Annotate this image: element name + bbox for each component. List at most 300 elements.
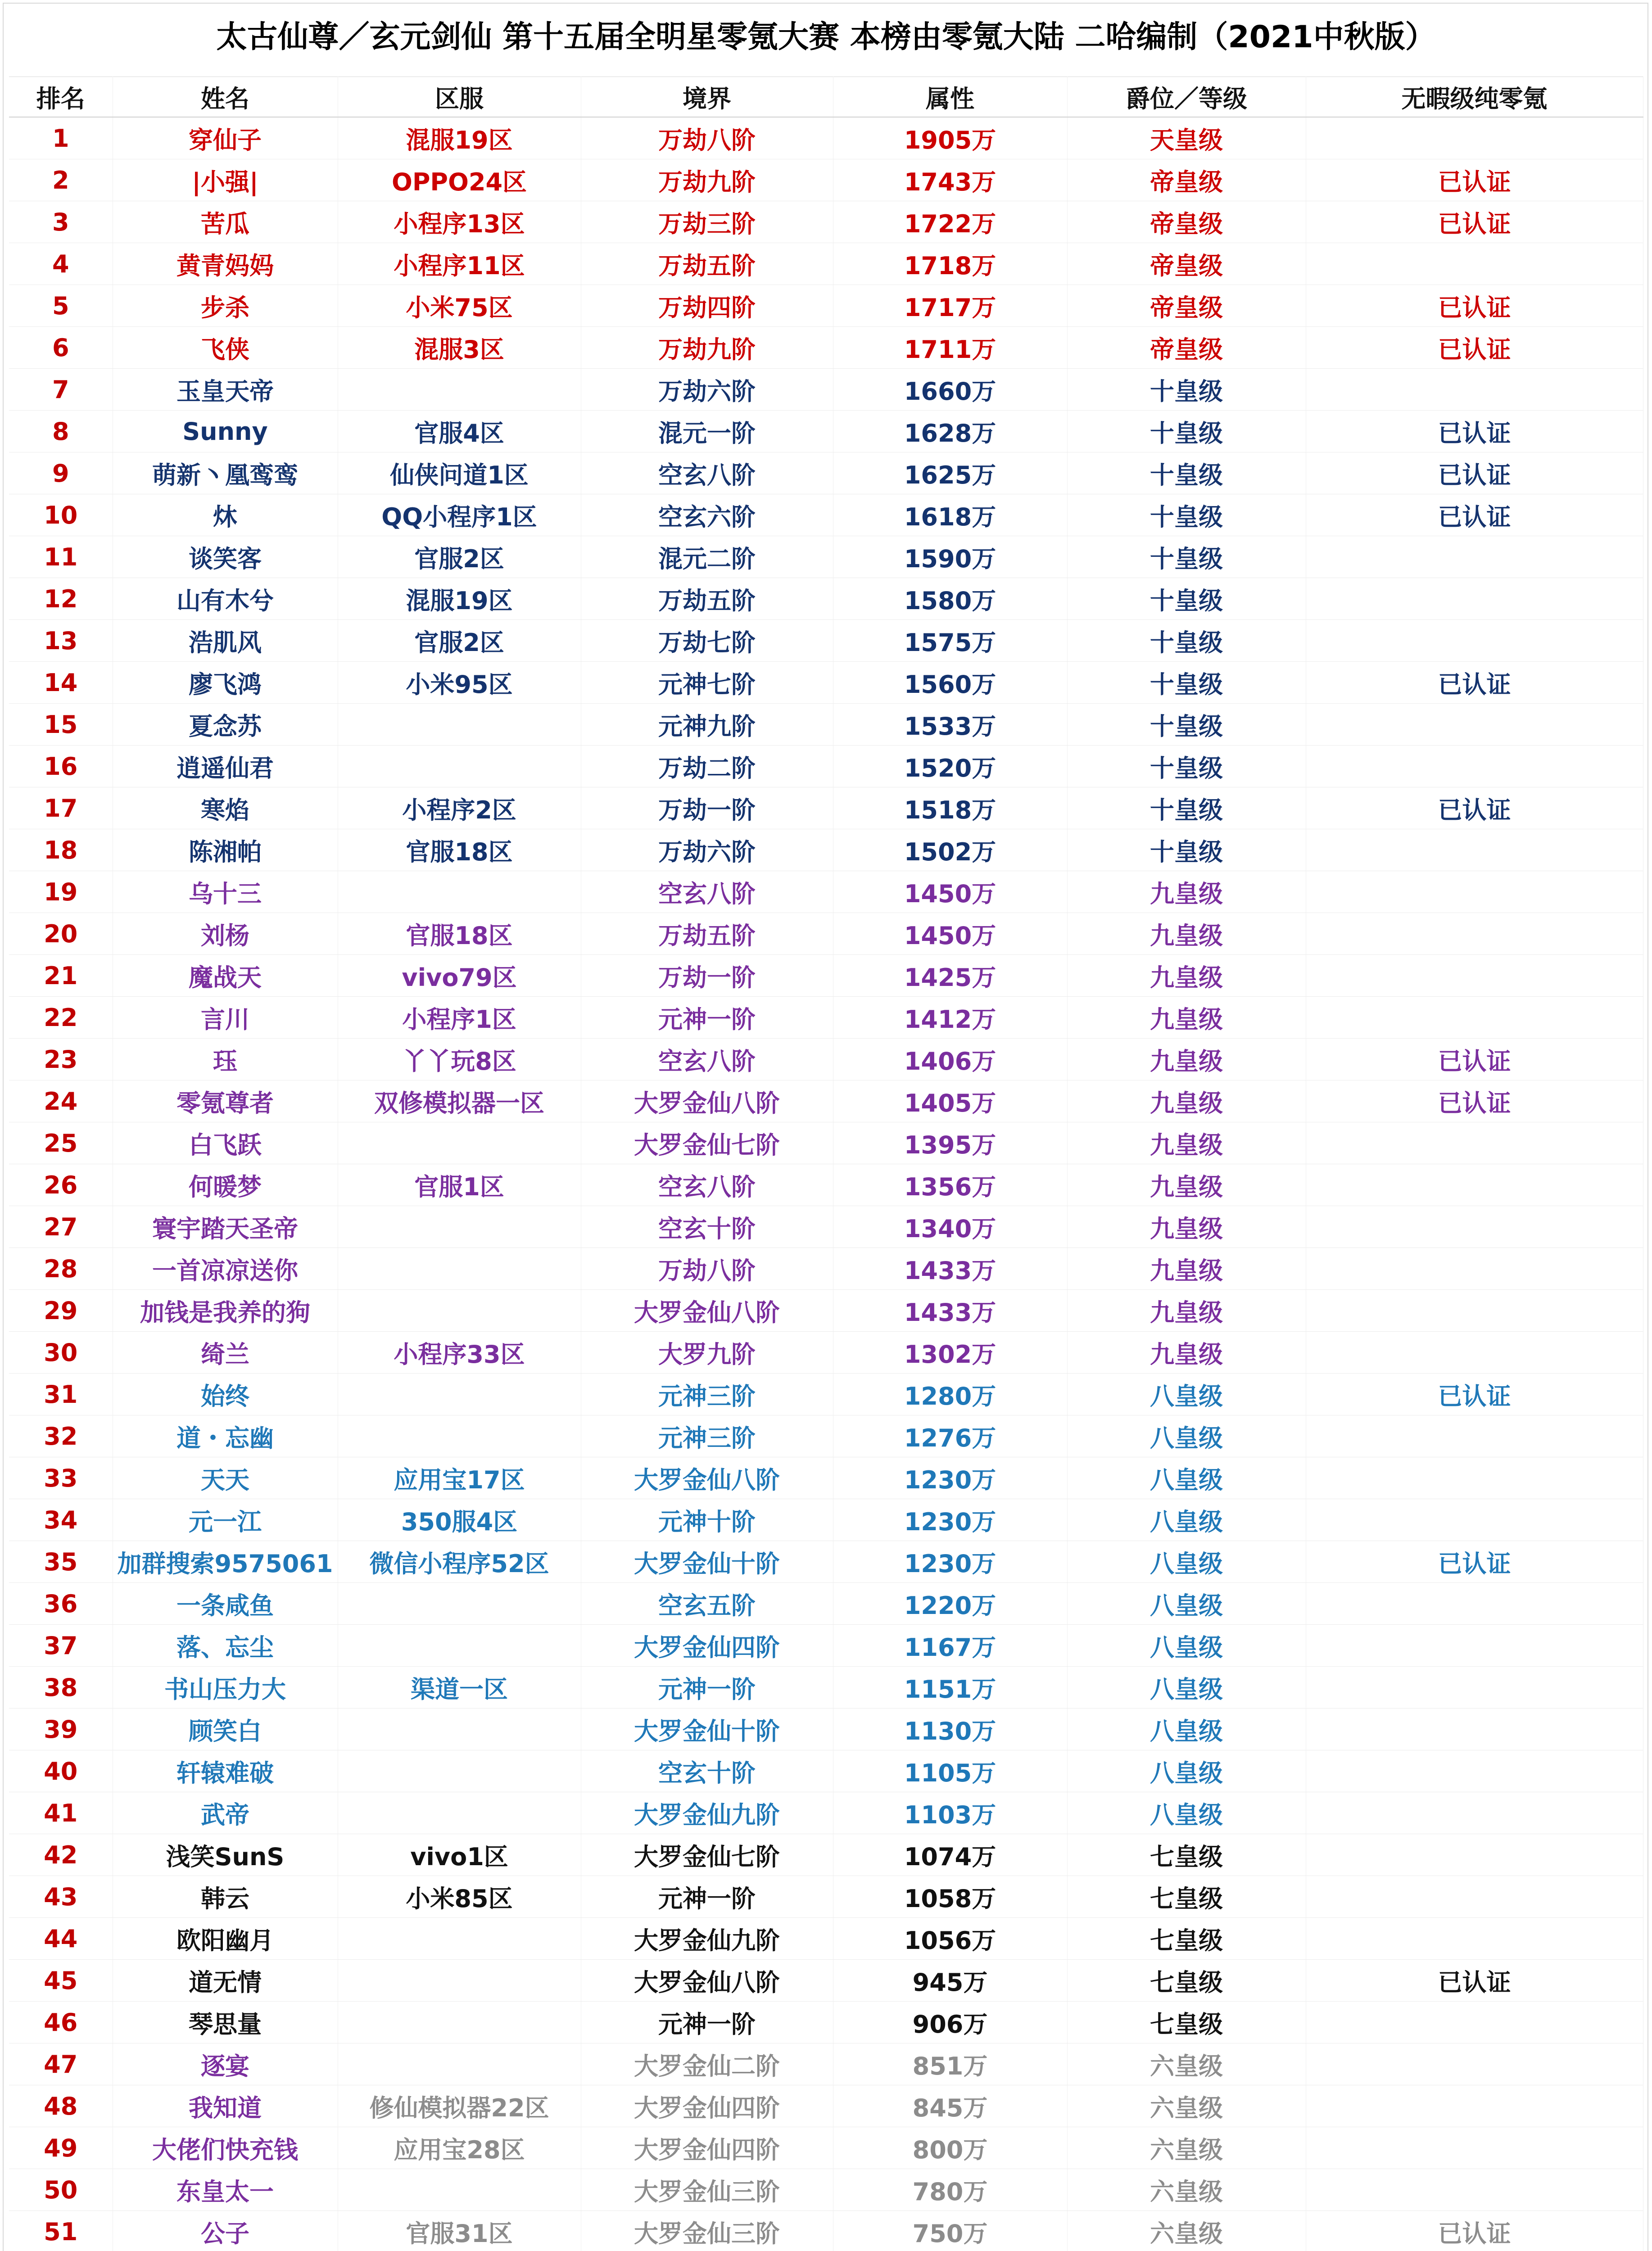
name-cell: 武帝 <box>113 1792 338 1834</box>
server-cell <box>338 1290 581 1332</box>
server-cell <box>338 1374 581 1415</box>
name-cell: |小强| <box>113 159 338 201</box>
certified-cell <box>1306 1164 1643 1206</box>
name-cell: 书山压力大 <box>113 1667 338 1709</box>
rank-cell: 30 <box>9 1332 113 1374</box>
table-row <box>9 411 1643 452</box>
tier-cell: 十皇级 <box>1067 787 1306 829</box>
certified-cell: 已认证 <box>1306 1080 1643 1122</box>
certified-cell: 已认证 <box>1306 285 1643 327</box>
certified-cell <box>1306 2002 1643 2043</box>
server-cell: 修仙模拟器22区 <box>338 2085 581 2127</box>
name-cell: 魔战天 <box>113 955 338 997</box>
server-cell: 小程序11区 <box>338 243 581 285</box>
certified-cell <box>1306 1290 1643 1332</box>
table-row <box>9 1248 1643 1290</box>
attribute-cell: 1590万 <box>833 536 1067 578</box>
rank-cell: 24 <box>9 1080 113 1122</box>
tier-cell: 六皇级 <box>1067 2211 1306 2251</box>
table-row <box>9 1415 1643 1457</box>
table-row <box>9 1583 1643 1625</box>
realm-cell: 大罗金仙四阶 <box>581 2127 833 2169</box>
tier-cell: 八皇级 <box>1067 1374 1306 1415</box>
certified-cell <box>1306 1583 1643 1625</box>
name-cell: 穿仙子 <box>113 117 338 159</box>
rank-cell: 51 <box>9 2211 113 2251</box>
attribute-cell: 1074万 <box>833 1834 1067 1876</box>
server-cell: 官服2区 <box>338 620 581 662</box>
attribute-cell: 1628万 <box>833 411 1067 452</box>
realm-cell: 大罗金仙八阶 <box>581 1457 833 1499</box>
name-cell: 东皇太一 <box>113 2169 338 2211</box>
server-cell: 官服31区 <box>338 2211 581 2251</box>
realm-cell: 万劫六阶 <box>581 829 833 871</box>
table-row <box>9 452 1643 494</box>
tier-cell: 八皇级 <box>1067 1792 1306 1834</box>
tier-cell: 十皇级 <box>1067 494 1306 536</box>
rank-cell: 3 <box>9 201 113 243</box>
server-cell <box>338 1709 581 1750</box>
certified-cell: 已认证 <box>1306 1960 1643 2002</box>
table-row <box>9 1499 1643 1541</box>
server-cell: 小程序1区 <box>338 997 581 1039</box>
attribute-cell: 1518万 <box>833 787 1067 829</box>
realm-cell: 元神三阶 <box>581 1374 833 1415</box>
attribute-cell: 1395万 <box>833 1122 1067 1164</box>
realm-cell: 元神一阶 <box>581 2002 833 2043</box>
tier-cell: 十皇级 <box>1067 369 1306 411</box>
table-header-row <box>9 77 1643 118</box>
certified-cell <box>1306 2127 1643 2169</box>
table-row <box>9 117 1643 159</box>
name-cell: 顾笑白 <box>113 1709 338 1750</box>
rank-cell: 47 <box>9 2043 113 2085</box>
tier-cell: 六皇级 <box>1067 2043 1306 2085</box>
rank-cell: 10 <box>9 494 113 536</box>
rank-cell: 38 <box>9 1667 113 1709</box>
server-cell: 混服19区 <box>338 117 581 159</box>
name-cell: 零氪尊者 <box>113 1080 338 1122</box>
attribute-cell: 1425万 <box>833 955 1067 997</box>
certified-cell <box>1306 955 1643 997</box>
rank-cell: 44 <box>9 1918 113 1960</box>
server-cell <box>338 1248 581 1290</box>
tier-cell: 十皇级 <box>1067 746 1306 787</box>
attribute-cell: 1717万 <box>833 285 1067 327</box>
certified-cell <box>1306 2169 1643 2211</box>
server-cell: 微信小程序52区 <box>338 1541 581 1583</box>
server-cell: 丫丫玩8区 <box>338 1039 581 1080</box>
realm-cell: 大罗金仙四阶 <box>581 1625 833 1667</box>
server-cell: 渠道一区 <box>338 1667 581 1709</box>
realm-cell: 万劫九阶 <box>581 327 833 369</box>
realm-cell: 空玄六阶 <box>581 494 833 536</box>
server-cell: 官服1区 <box>338 1164 581 1206</box>
ranking-table <box>9 77 1643 2251</box>
tier-cell: 八皇级 <box>1067 1457 1306 1499</box>
attribute-cell: 1433万 <box>833 1248 1067 1290</box>
server-cell <box>338 369 581 411</box>
table-row <box>9 1039 1643 1080</box>
tier-cell: 十皇级 <box>1067 829 1306 871</box>
rank-cell: 8 <box>9 411 113 452</box>
realm-cell: 大罗金仙十阶 <box>581 1541 833 1583</box>
name-cell: 何暖梦 <box>113 1164 338 1206</box>
certified-cell <box>1306 997 1643 1039</box>
name-cell: Sunny <box>113 411 338 452</box>
attribute-cell: 1058万 <box>833 1876 1067 1918</box>
realm-cell: 空玄八阶 <box>581 1039 833 1080</box>
attribute-cell: 1560万 <box>833 662 1067 704</box>
tier-cell: 九皇级 <box>1067 871 1306 913</box>
table-row <box>9 1206 1643 1248</box>
tier-cell: 八皇级 <box>1067 1625 1306 1667</box>
server-cell: vivo79区 <box>338 955 581 997</box>
certified-cell: 已认证 <box>1306 494 1643 536</box>
attribute-cell: 1520万 <box>833 746 1067 787</box>
rank-cell: 16 <box>9 746 113 787</box>
name-cell: 浩肌风 <box>113 620 338 662</box>
realm-cell: 万劫八阶 <box>581 117 833 159</box>
server-cell <box>338 2169 581 2211</box>
attribute-cell: 1580万 <box>833 578 1067 620</box>
certified-cell: 已认证 <box>1306 411 1643 452</box>
certified-cell <box>1306 620 1643 662</box>
realm-cell: 万劫五阶 <box>581 913 833 955</box>
certified-cell <box>1306 1248 1643 1290</box>
server-cell <box>338 1625 581 1667</box>
rank-cell: 1 <box>9 117 113 159</box>
rank-cell: 12 <box>9 578 113 620</box>
realm-cell: 元神一阶 <box>581 1667 833 1709</box>
tier-cell: 十皇级 <box>1067 578 1306 620</box>
name-cell: 我知道 <box>113 2085 338 2127</box>
tier-cell: 九皇级 <box>1067 1080 1306 1122</box>
attribute-cell: 906万 <box>833 2002 1067 2043</box>
table-row <box>9 1332 1643 1374</box>
attribute-cell: 1502万 <box>833 829 1067 871</box>
name-cell: 琴思量 <box>113 2002 338 2043</box>
tier-cell: 十皇级 <box>1067 620 1306 662</box>
name-cell: 步杀 <box>113 285 338 327</box>
rank-cell: 13 <box>9 620 113 662</box>
table-row <box>9 871 1643 913</box>
attribute-cell: 1905万 <box>833 117 1067 159</box>
tier-cell: 八皇级 <box>1067 1709 1306 1750</box>
attribute-cell: 845万 <box>833 2085 1067 2127</box>
name-cell: 苦瓜 <box>113 201 338 243</box>
tier-cell: 十皇级 <box>1067 662 1306 704</box>
attribute-cell: 1625万 <box>833 452 1067 494</box>
rank-cell: 9 <box>9 452 113 494</box>
server-cell: 应用宝28区 <box>338 2127 581 2169</box>
rank-cell: 6 <box>9 327 113 369</box>
certified-cell <box>1306 704 1643 746</box>
server-cell: 小程序13区 <box>338 201 581 243</box>
table-row <box>9 2043 1643 2085</box>
tier-cell: 九皇级 <box>1067 955 1306 997</box>
realm-cell: 空玄八阶 <box>581 1164 833 1206</box>
server-cell: 小米85区 <box>338 1876 581 1918</box>
certified-cell <box>1306 117 1643 159</box>
name-cell: 乌十三 <box>113 871 338 913</box>
certified-cell: 已认证 <box>1306 327 1643 369</box>
certified-cell <box>1306 1457 1643 1499</box>
name-cell: 道・忘幽 <box>113 1415 338 1457</box>
rank-cell: 25 <box>9 1122 113 1164</box>
name-cell: 绮兰 <box>113 1332 338 1374</box>
tier-cell: 八皇级 <box>1067 1415 1306 1457</box>
table-row <box>9 1834 1643 1876</box>
realm-cell: 混元二阶 <box>581 536 833 578</box>
attribute-cell: 1660万 <box>833 369 1067 411</box>
certified-cell <box>1306 913 1643 955</box>
table-row <box>9 243 1643 285</box>
server-cell: 小米75区 <box>338 285 581 327</box>
attribute-cell: 750万 <box>833 2211 1067 2251</box>
certified-cell: 已认证 <box>1306 201 1643 243</box>
server-cell <box>338 1960 581 2002</box>
rank-cell: 21 <box>9 955 113 997</box>
attribute-cell: 1151万 <box>833 1667 1067 1709</box>
server-cell <box>338 1583 581 1625</box>
rank-cell: 29 <box>9 1290 113 1332</box>
server-cell: 官服18区 <box>338 829 581 871</box>
table-row <box>9 955 1643 997</box>
realm-cell: 大罗金仙七阶 <box>581 1122 833 1164</box>
attribute-cell: 1450万 <box>833 913 1067 955</box>
name-cell: 逍遥仙君 <box>113 746 338 787</box>
tier-cell: 十皇级 <box>1067 452 1306 494</box>
attribute-cell: 1722万 <box>833 201 1067 243</box>
realm-cell: 万劫八阶 <box>581 1248 833 1290</box>
name-cell: 炑 <box>113 494 338 536</box>
table-row <box>9 1080 1643 1122</box>
realm-cell: 万劫七阶 <box>581 620 833 662</box>
rank-cell: 45 <box>9 1960 113 2002</box>
certified-cell <box>1306 1625 1643 1667</box>
certified-cell: 已认证 <box>1306 452 1643 494</box>
realm-cell: 空玄十阶 <box>581 1206 833 1248</box>
certified-cell <box>1306 2085 1643 2127</box>
certified-cell <box>1306 829 1643 871</box>
name-cell: 道无情 <box>113 1960 338 2002</box>
header-attribute: 属性 <box>833 77 1067 118</box>
name-cell: 寰宇踏天圣帝 <box>113 1206 338 1248</box>
table-row <box>9 662 1643 704</box>
rank-cell: 36 <box>9 1583 113 1625</box>
rank-cell: 35 <box>9 1541 113 1583</box>
certified-cell <box>1306 746 1643 787</box>
realm-cell: 元神十阶 <box>581 1499 833 1541</box>
realm-cell: 万劫一阶 <box>581 955 833 997</box>
rank-cell: 22 <box>9 997 113 1039</box>
attribute-cell: 1230万 <box>833 1499 1067 1541</box>
name-cell: 白飞跃 <box>113 1122 338 1164</box>
server-cell <box>338 1415 581 1457</box>
table-row <box>9 1960 1643 2002</box>
rank-cell: 27 <box>9 1206 113 1248</box>
name-cell: 逐宴 <box>113 2043 338 2085</box>
header-certified: 无暇级纯零氪 <box>1306 77 1643 118</box>
realm-cell: 大罗金仙三阶 <box>581 2211 833 2251</box>
realm-cell: 大罗金仙九阶 <box>581 1792 833 1834</box>
table-row <box>9 1750 1643 1792</box>
certified-cell <box>1306 536 1643 578</box>
table-row <box>9 1709 1643 1750</box>
server-cell: QQ小程序1区 <box>338 494 581 536</box>
certified-cell <box>1306 2043 1643 2085</box>
attribute-cell: 1711万 <box>833 327 1067 369</box>
certified-cell <box>1306 1834 1643 1876</box>
server-cell: 仙侠问道1区 <box>338 452 581 494</box>
tier-cell: 七皇级 <box>1067 1960 1306 2002</box>
attribute-cell: 1167万 <box>833 1625 1067 1667</box>
table-row <box>9 1164 1643 1206</box>
certified-cell <box>1306 1332 1643 1374</box>
attribute-cell: 1743万 <box>833 159 1067 201</box>
attribute-cell: 1056万 <box>833 1918 1067 1960</box>
table-row <box>9 1876 1643 1918</box>
tier-cell: 九皇级 <box>1067 913 1306 955</box>
attribute-cell: 1356万 <box>833 1164 1067 1206</box>
table-row <box>9 201 1643 243</box>
header-name: 姓名 <box>113 77 338 118</box>
rank-cell: 18 <box>9 829 113 871</box>
table-row <box>9 369 1643 411</box>
table-row <box>9 578 1643 620</box>
rank-cell: 40 <box>9 1750 113 1792</box>
tier-cell: 八皇级 <box>1067 1583 1306 1625</box>
tier-cell: 十皇级 <box>1067 411 1306 452</box>
rank-cell: 28 <box>9 1248 113 1290</box>
name-cell: 廖飞鸿 <box>113 662 338 704</box>
tier-cell: 帝皇级 <box>1067 243 1306 285</box>
table-row <box>9 2169 1643 2211</box>
certified-cell <box>1306 578 1643 620</box>
rank-cell: 37 <box>9 1625 113 1667</box>
certified-cell <box>1306 243 1643 285</box>
server-cell: vivo1区 <box>338 1834 581 1876</box>
server-cell: 双修模拟器一区 <box>338 1080 581 1122</box>
realm-cell: 万劫六阶 <box>581 369 833 411</box>
name-cell: 黄青妈妈 <box>113 243 338 285</box>
certified-cell <box>1306 1415 1643 1457</box>
name-cell: 始终 <box>113 1374 338 1415</box>
name-cell: 萌新丶凰鸾鸾 <box>113 452 338 494</box>
certified-cell: 已认证 <box>1306 159 1643 201</box>
realm-cell: 万劫五阶 <box>581 243 833 285</box>
attribute-cell: 1230万 <box>833 1541 1067 1583</box>
rank-cell: 19 <box>9 871 113 913</box>
name-cell: 玉皇天帝 <box>113 369 338 411</box>
name-cell: 浅笑SunS <box>113 1834 338 1876</box>
server-cell <box>338 871 581 913</box>
name-cell: 元一江 <box>113 1499 338 1541</box>
rank-cell: 17 <box>9 787 113 829</box>
realm-cell: 元神九阶 <box>581 704 833 746</box>
table-row <box>9 787 1643 829</box>
realm-cell: 混元一阶 <box>581 411 833 452</box>
attribute-cell: 945万 <box>833 1960 1067 2002</box>
table-row <box>9 829 1643 871</box>
table-row <box>9 620 1643 662</box>
attribute-cell: 1718万 <box>833 243 1067 285</box>
realm-cell: 大罗金仙九阶 <box>581 1918 833 1960</box>
attribute-cell: 780万 <box>833 2169 1067 2211</box>
rank-cell: 33 <box>9 1457 113 1499</box>
realm-cell: 万劫四阶 <box>581 285 833 327</box>
name-cell: 大佬们快充钱 <box>113 2127 338 2169</box>
table-row <box>9 2002 1643 2043</box>
realm-cell: 空玄五阶 <box>581 1583 833 1625</box>
server-cell <box>338 2043 581 2085</box>
rank-cell: 41 <box>9 1792 113 1834</box>
certified-cell <box>1306 1750 1643 1792</box>
certified-cell <box>1306 871 1643 913</box>
certified-cell <box>1306 369 1643 411</box>
name-cell: 天天 <box>113 1457 338 1499</box>
realm-cell: 空玄八阶 <box>581 452 833 494</box>
attribute-cell: 1618万 <box>833 494 1067 536</box>
tier-cell: 九皇级 <box>1067 1290 1306 1332</box>
realm-cell: 大罗金仙十阶 <box>581 1709 833 1750</box>
tier-cell: 十皇级 <box>1067 536 1306 578</box>
table-row <box>9 2211 1643 2251</box>
attribute-cell: 1280万 <box>833 1374 1067 1415</box>
attribute-cell: 1412万 <box>833 997 1067 1039</box>
certified-cell <box>1306 1667 1643 1709</box>
rank-cell: 20 <box>9 913 113 955</box>
server-cell <box>338 1206 581 1248</box>
tier-cell: 六皇级 <box>1067 2169 1306 2211</box>
server-cell: 官服2区 <box>338 536 581 578</box>
server-cell: 小程序2区 <box>338 787 581 829</box>
server-cell <box>338 2002 581 2043</box>
rank-cell: 4 <box>9 243 113 285</box>
tier-cell: 七皇级 <box>1067 2002 1306 2043</box>
realm-cell: 元神三阶 <box>581 1415 833 1457</box>
table-row <box>9 1792 1643 1834</box>
name-cell: 一条咸鱼 <box>113 1583 338 1625</box>
server-cell <box>338 746 581 787</box>
server-cell <box>338 1122 581 1164</box>
realm-cell: 元神七阶 <box>581 662 833 704</box>
name-cell: 陈湘帕 <box>113 829 338 871</box>
server-cell: 应用宝17区 <box>338 1457 581 1499</box>
table-row <box>9 913 1643 955</box>
certified-cell: 已认证 <box>1306 1039 1643 1080</box>
name-cell: 落、忘尘 <box>113 1625 338 1667</box>
tier-cell: 九皇级 <box>1067 1332 1306 1374</box>
certified-cell: 已认证 <box>1306 787 1643 829</box>
attribute-cell: 1406万 <box>833 1039 1067 1080</box>
rank-cell: 39 <box>9 1709 113 1750</box>
realm-cell: 大罗金仙八阶 <box>581 1080 833 1122</box>
tier-cell: 七皇级 <box>1067 1834 1306 1876</box>
header-tier: 爵位／等级 <box>1067 77 1306 118</box>
realm-cell: 大罗金仙二阶 <box>581 2043 833 2085</box>
table-row <box>9 1667 1643 1709</box>
realm-cell: 万劫三阶 <box>581 201 833 243</box>
attribute-cell: 1302万 <box>833 1332 1067 1374</box>
table-row <box>9 1290 1643 1332</box>
name-cell: 言川 <box>113 997 338 1039</box>
realm-cell: 大罗金仙八阶 <box>581 1290 833 1332</box>
certified-cell: 已认证 <box>1306 662 1643 704</box>
attribute-cell: 1433万 <box>833 1290 1067 1332</box>
tier-cell: 天皇级 <box>1067 117 1306 159</box>
